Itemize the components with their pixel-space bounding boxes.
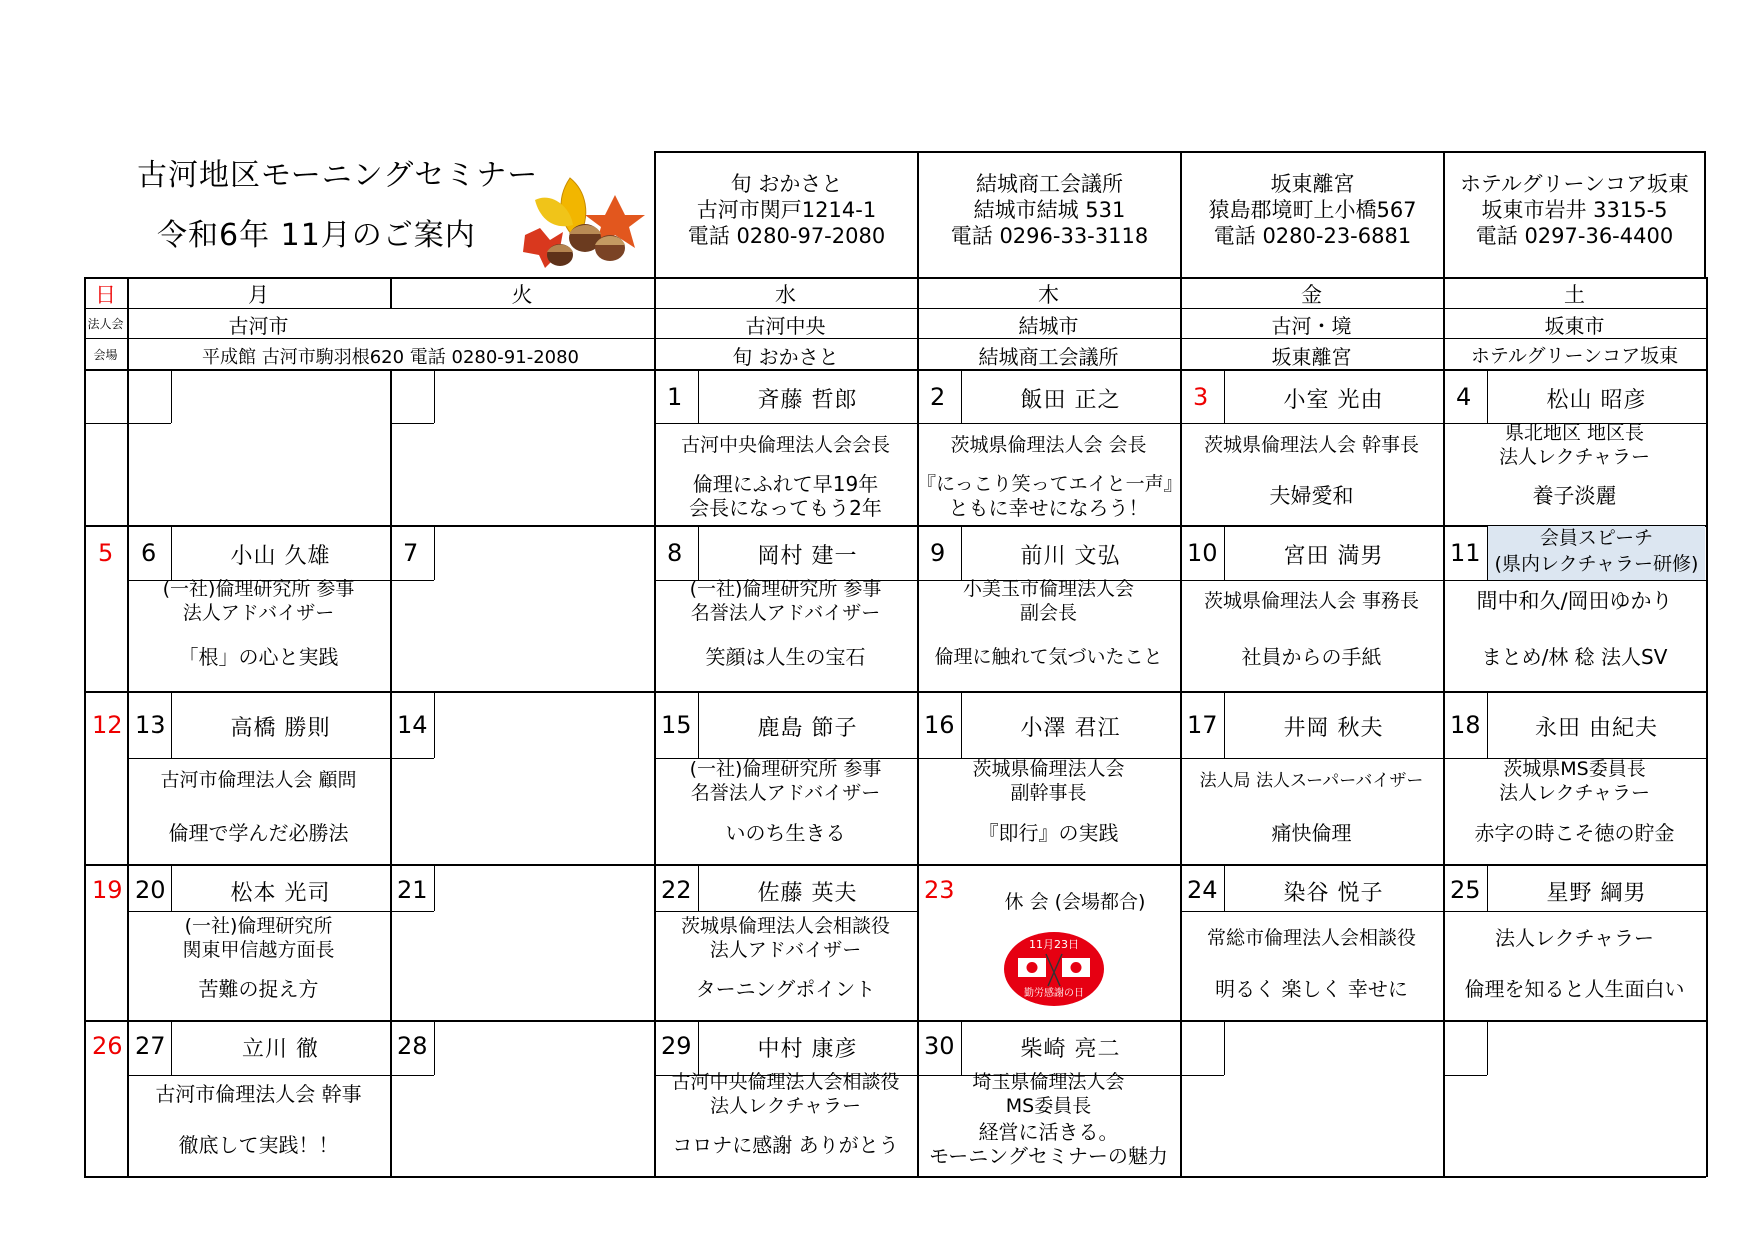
day-number: 1	[667, 383, 683, 411]
kaijo-sat: ホテルグリーンコア坂東	[1470, 345, 1679, 367]
speaker-role: 埼玉県倫理法人会	[972, 1071, 1125, 1093]
speaker-role: 茨城県倫理法人会	[972, 758, 1125, 780]
day-number: 23	[924, 876, 955, 904]
day-number: 12	[92, 711, 123, 739]
day-number: 27	[135, 1032, 166, 1060]
talk-topic: 『即行』の実践	[978, 821, 1119, 845]
badge-date: 11月23日	[1029, 938, 1079, 951]
row-label-kaijo: 会場	[93, 348, 118, 362]
day-number: 19	[92, 876, 123, 904]
speaker-role-line2: 法人アドバイザー	[182, 602, 335, 624]
talk-topic: 『にっこり笑ってエイと一声』	[917, 473, 1183, 495]
houjinkai-sat: 坂東市	[1544, 314, 1605, 338]
speaker-name: 鹿島 節子	[757, 716, 858, 741]
day-number: 25	[1450, 876, 1481, 904]
talk-topic: 夫婦愛和	[1269, 484, 1354, 508]
day-number: 22	[661, 876, 692, 904]
day-number: 13	[135, 711, 166, 739]
talk-topic: 赤字の時こそ徳の貯金	[1474, 821, 1675, 845]
speaker-role: 古河中央倫理法人会相談役	[671, 1071, 900, 1093]
speaker-name: 井岡 秋夫	[1283, 716, 1384, 741]
day-number: 11	[1450, 539, 1481, 567]
day-number: 26	[92, 1032, 123, 1060]
weekday-sat: 土	[1564, 283, 1585, 307]
speaker-name: 小室 光由	[1283, 388, 1384, 413]
speaker-role: 法人局 法人スーパーバイザー	[1199, 771, 1424, 791]
day-number: 5	[98, 539, 114, 567]
speaker-role-line2: MS委員長	[1005, 1095, 1092, 1117]
member-speech-title: 会員スピーチ	[1539, 527, 1654, 549]
day-number: 14	[397, 711, 428, 739]
speaker-role-line2: 法人レクチャラー	[709, 1095, 862, 1117]
day-number: 21	[397, 876, 428, 904]
speaker-name: 柴崎 亮二	[1020, 1037, 1121, 1062]
page-title: 古河地区モーニングセミナー	[137, 158, 539, 193]
speaker-name: 小澤 君江	[1020, 716, 1121, 741]
speaker-role-line2: 副会長	[1019, 602, 1077, 624]
member-speech-subtitle: (県内レクチャラー研修)	[1494, 553, 1699, 575]
day-number: 20	[135, 876, 166, 904]
houjinkai-fri: 古河・境	[1271, 314, 1352, 338]
kaijo-thu: 結城商工会議所	[978, 345, 1119, 369]
day-number: 7	[403, 539, 419, 567]
talk-topic-line2: ともに幸せになろう！	[948, 496, 1149, 520]
speaker-role: 茨城県倫理法人会相談役	[680, 915, 890, 937]
day-number: 6	[141, 539, 157, 567]
speaker-name: 前川 文弘	[1020, 544, 1121, 569]
day-number: 28	[397, 1032, 428, 1060]
badge-holiday-name: 勤労感謝の日	[1024, 988, 1084, 999]
houjinkai-thu: 結城市	[1018, 314, 1079, 338]
speaker-name: 星野 綱男	[1546, 881, 1647, 906]
talk-topic: いのち生きる	[725, 821, 846, 845]
talk-topic: 痛快倫理	[1271, 821, 1352, 845]
talk-topic: 「根」の心と実践	[178, 645, 339, 669]
kaijo-wed: 旬 おかさと	[732, 345, 839, 369]
day-number: 16	[924, 711, 955, 739]
day-number: 17	[1187, 711, 1218, 739]
speaker-role-line2: 名誉法人アドバイザー	[690, 602, 881, 624]
speaker-name: 宮田 満男	[1283, 544, 1384, 569]
page-subtitle: 令和6年 11月のご案内	[157, 218, 476, 253]
speaker-name: 斉藤 哲郎	[757, 388, 858, 413]
talk-topic: 養子淡麗	[1532, 484, 1617, 508]
talk-topic: 笑顔は人生の宝石	[705, 645, 866, 669]
speaker-role: 茨城県倫理法人会 幹事長	[1203, 434, 1420, 456]
day-number: 4	[1456, 383, 1472, 411]
weekday-sun: 日	[95, 283, 116, 307]
speaker-role-line2: 関東甲信越方面長	[182, 939, 335, 961]
speaker-role: 県北地区 地区長	[1504, 422, 1645, 444]
weekday-tue: 火	[511, 283, 533, 307]
speaker-name: 立川 徹	[242, 1037, 319, 1062]
weekday-wed: 水	[775, 283, 796, 307]
speaker-role: 法人レクチャラー	[1495, 926, 1654, 950]
speaker-role: 茨城県倫理法人会 会長	[950, 434, 1147, 456]
speaker-role-line2: 法人レクチャラー	[1498, 782, 1651, 804]
speaker-name: 松本 光司	[230, 881, 331, 906]
day-number: 24	[1187, 876, 1218, 904]
talk-topic: 社員からの手紙	[1241, 645, 1382, 669]
weekday-thu: 木	[1038, 283, 1059, 307]
day-number: 2	[930, 383, 946, 411]
houjinkai-wed: 古河中央	[745, 314, 826, 338]
talk-topic: 倫理にふれて早19年	[692, 472, 879, 496]
talk-topic-line2: モーニングセミナーの魅力	[929, 1144, 1168, 1168]
kaijo-fri: 坂東離宮	[1271, 345, 1352, 369]
speaker-role: 古河市倫理法人会 顧問	[160, 769, 357, 791]
speaker-role-line2: 副幹事長	[1010, 782, 1087, 804]
speaker-role: (一社)倫理研究所 参事	[689, 758, 882, 780]
talk-topic-line2: 会長になってもう2年	[689, 496, 882, 520]
speaker-role-line2: 法人アドバイザー	[709, 939, 862, 961]
venue-okasato: 旬 おかさと 古河市関戸1214-1 電話 0280-97-2080	[654, 151, 917, 278]
day-number: 29	[661, 1032, 692, 1060]
speaker-name: 染谷 悦子	[1283, 881, 1384, 906]
speaker-role: (一社)倫理研究所 参事	[162, 578, 355, 600]
talk-topic: 経営に活きる。	[978, 1120, 1119, 1144]
speaker-name: 佐藤 英夫	[757, 881, 858, 906]
houjinkai-mon: 古河市	[228, 314, 289, 338]
closed-note: 休 会 (会場都合)	[1004, 891, 1146, 913]
venue-bando-rikyu: 坂東離宮 猿島郡境町上小橋567 電話 0280-23-6881	[1180, 151, 1443, 278]
row-label-houjinkai: 法人会	[87, 317, 124, 331]
kaijo-mon: 平成館 古河市駒羽根620 電話 0280-91-2080	[201, 347, 580, 368]
talk-topic: 徹底して実践！！	[178, 1133, 339, 1157]
speech-summary: まとめ/林 稔 法人SV	[1481, 645, 1668, 669]
labor-thanksgiving-badge	[1002, 930, 1106, 1008]
venue-yuki: 結城商工会議所 結城市結城 531 電話 0296-33-3118	[917, 151, 1180, 278]
speaker-name: 高橋 勝則	[230, 716, 331, 741]
speaker-role: 古河中央倫理法人会会長	[680, 434, 890, 456]
speaker-name: 中村 康彦	[757, 1037, 858, 1062]
autumn-leaves-icon	[515, 170, 650, 270]
day-number: 8	[667, 539, 683, 567]
talk-topic: 苦難の捉え方	[198, 977, 319, 1001]
speaker-role: 常総市倫理法人会相談役	[1206, 927, 1416, 949]
speaker-name: 松山 昭彦	[1546, 388, 1647, 413]
talk-topic: 倫理で学んだ必勝法	[168, 821, 349, 845]
day-number: 10	[1187, 539, 1218, 567]
speaker-name: 永田 由紀夫	[1535, 716, 1658, 741]
talk-topic: コロナに感謝 ありがとう	[672, 1133, 899, 1157]
talk-topic: 倫理に触れて気づいたこと	[934, 646, 1163, 668]
talk-topic: ターニングポイント	[695, 977, 876, 1001]
day-number: 30	[924, 1032, 955, 1060]
weekday-mon: 月	[248, 283, 269, 307]
day-number: 15	[661, 711, 692, 739]
speaker-role-line2: 名誉法人アドバイザー	[690, 782, 881, 804]
day-number: 9	[930, 539, 946, 567]
talk-topic: 明るく 楽しく 幸せに	[1215, 977, 1408, 1001]
talk-topic: 倫理を知ると人生面白い	[1464, 977, 1685, 1001]
speech-members: 間中和久/岡田ゆかり	[1476, 589, 1673, 613]
venue-hotel-greencore: ホテルグリーンコア坂東 坂東市岩井 3315-5 電話 0297-36-4400	[1443, 151, 1706, 278]
speaker-role: 茨城県倫理法人会 事務長	[1203, 590, 1420, 612]
speaker-role-line2: 法人レクチャラー	[1498, 446, 1651, 468]
speaker-role: 小美玉市倫理法人会	[962, 578, 1134, 600]
speaker-role: 古河市倫理法人会 幹事	[155, 1082, 362, 1106]
speaker-role: (一社)倫理研究所 参事	[689, 578, 882, 600]
day-number: 18	[1450, 711, 1481, 739]
speaker-name: 飯田 正之	[1020, 388, 1121, 413]
speaker-name: 岡村 建一	[757, 544, 858, 569]
speaker-role: 茨城県MS委員長	[1503, 758, 1646, 780]
speaker-name: 小山 久雄	[230, 544, 331, 569]
day-number: 3	[1193, 383, 1209, 411]
speaker-role: (一社)倫理研究所	[184, 915, 333, 937]
weekday-fri: 金	[1301, 283, 1322, 307]
